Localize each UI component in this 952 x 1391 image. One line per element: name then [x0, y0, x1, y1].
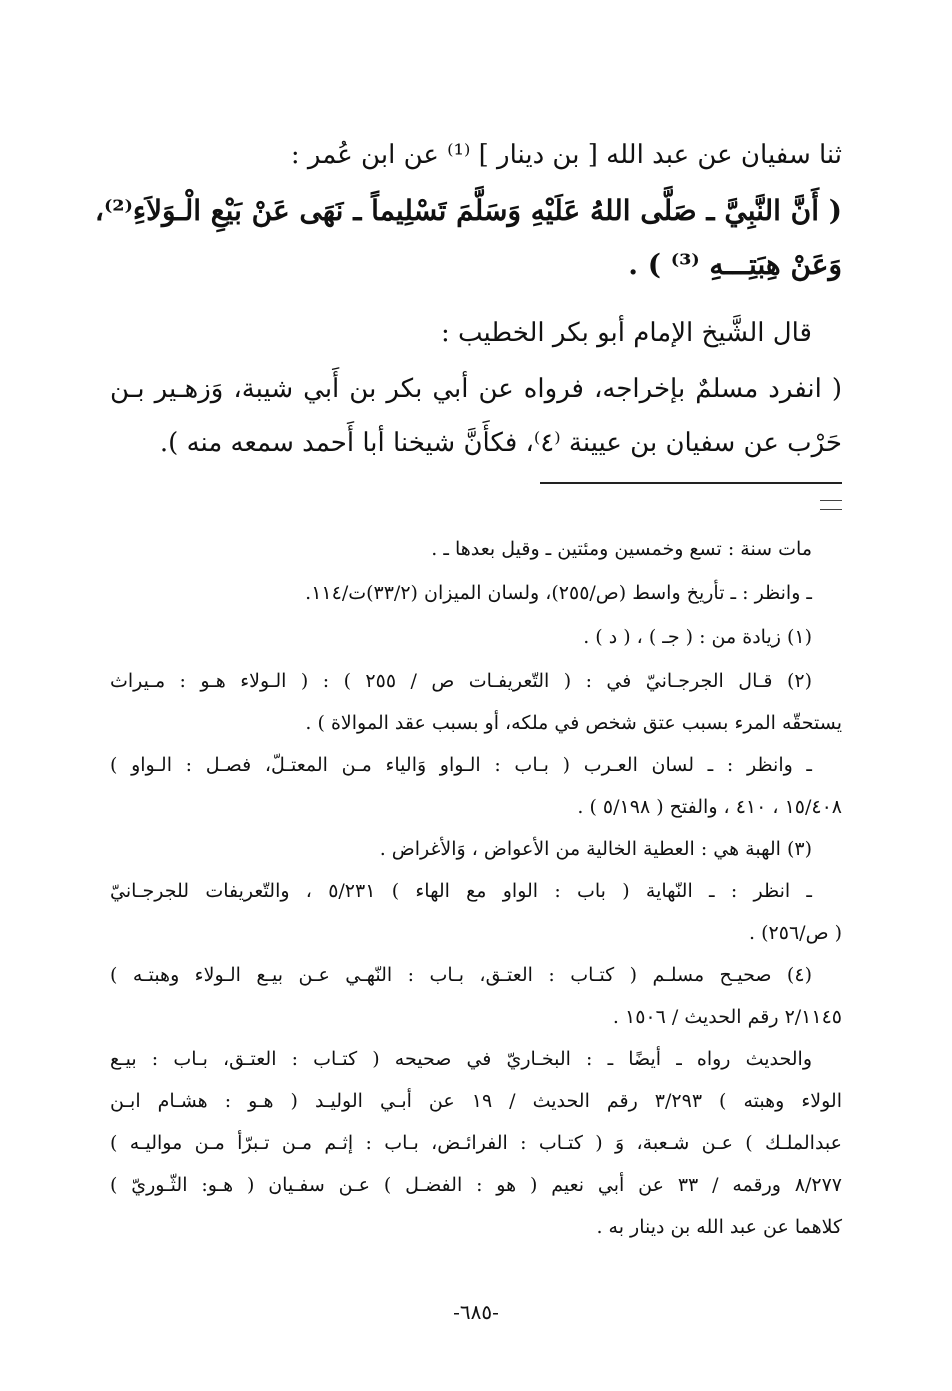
commentary-heading: قال الشَّيخ الإمام أبو بكر الخطيب :	[440, 318, 812, 348]
footnote-3-line-2: ـ انظر : ـ النّهاية ( باب : الواو مع الهاء ) ٥/٢٣١ ، والتّعريفات للجرجـانيّ	[110, 880, 812, 902]
page-number: -٦٨٥-	[453, 1300, 499, 1324]
footnote-4-line-7: كلاهما عن عبد الله بن دينار به .	[596, 1216, 842, 1238]
commentary-line-2: حَرْب عن سفيان بن عيينة ⁽٤⁾، فكأَنَّ شيخنا أبا أَحمد سمعه منه ).	[159, 428, 842, 458]
continuation-mark	[820, 500, 842, 510]
footnote-2-line-4: ١٥/٤٠٨ ، ٤١٠ ، والفتح ( ٥/١٩٨ ) .	[577, 796, 842, 818]
footnote-3-line-3: ( ص/٢٥٦) .	[749, 922, 842, 944]
footnote-1: (١) زيادة من : ( جـ ) ، ( د ) .	[583, 626, 812, 648]
isnad-line: ثنا سفيان عن عبد الله [ بن دينار ] ⁽¹⁾ عن ابن عُمر :	[290, 140, 842, 170]
footnote-4-line-2: ٢/١١٤٥ رقم الحديث / ١٥٠٦ .	[612, 1006, 842, 1028]
footnote-3-line-1: (٣) الهبة هي : العطية الخالية من الأعواض ، وَالأغراض .	[379, 838, 812, 860]
footnote-4-line-5: عبدالملـك ) عـن شـعبة، وَ ( كتـاب : الفرائـض، بـاب : إثـم مـن تـبرّأ مـن مواليـه )	[110, 1132, 842, 1154]
footnote-2-line-1: (٢) قـال الجرجـانيّ في : ( التّعريفـات ص / ٢٥٥ ) : ( الـولاء هـو : مـيراث	[110, 670, 812, 692]
hadith-text-line-1: ( أَنَّ النَّبِيَّ ـ صَلَّى اللهُ عَلَيْهِ وَسَلَّمَ تَسْلِيماً ـ نَهَى عَنْ بَيْعِ الْـوَلاَءِ⁽²⁾،	[94, 194, 842, 227]
footnote-4-line-3: والحديث رواه ـ أيضًا ـ : البخـاريّ في صحيحه ( كتـاب : العتـق، بـاب : بيـع	[110, 1048, 812, 1070]
footnote-4-line-6: ٨/٢٧٧ ورقمه / ٣٣ عن أبي نعيم ( هو : الفضـل ) عـن سفـيان ( هـو: الثّـوريّ )	[110, 1174, 843, 1196]
hadith-text-line-2: وَعَنْ هِبَتِـــهِ ⁽³⁾ ) .	[628, 248, 842, 281]
footnote-2-line-2: يستحقّه المرء بسبب عتق شخص في ملكه، أو بسبب عقد الموالاة ) .	[305, 712, 842, 734]
footnote-separator	[540, 482, 842, 484]
footnote-continued-line-2: ـ وانظر : ـ تأريخ واسط (ص/٢٥٥)، ولسان الميزان (٣٣/٢)ت/١١٤.	[305, 582, 812, 604]
footnote-continued-line-1: مات سنة : تسع وخمسين ومئتين ـ وقيل بعدها ـ .	[431, 538, 812, 560]
footnote-2-line-3: ـ وانظر : ـ لسان العـرب ( بـاب : الـواو وَالياء مـن المعتـلّ، فصـل : الـواو )	[110, 754, 812, 776]
commentary-line-1: ( انفرد مسلمٌ بإخراجه، فرواه عن أبي بكر بن أَبي شيبة، وَزهـير بـن	[110, 374, 842, 404]
footnote-4-line-1: (٤) صحيـح مسلـم ( كتـاب : العتـق، بـاب : النّهـي عـن بيـع الـولاء وهبتـه )	[110, 964, 812, 986]
footnote-4-line-4: الولاء وهبته ) ٣/٢٩٣ رقم الحديث / ١٩ عن أبـي الوليـد ( هـو : هشـام ابـن	[110, 1090, 842, 1112]
